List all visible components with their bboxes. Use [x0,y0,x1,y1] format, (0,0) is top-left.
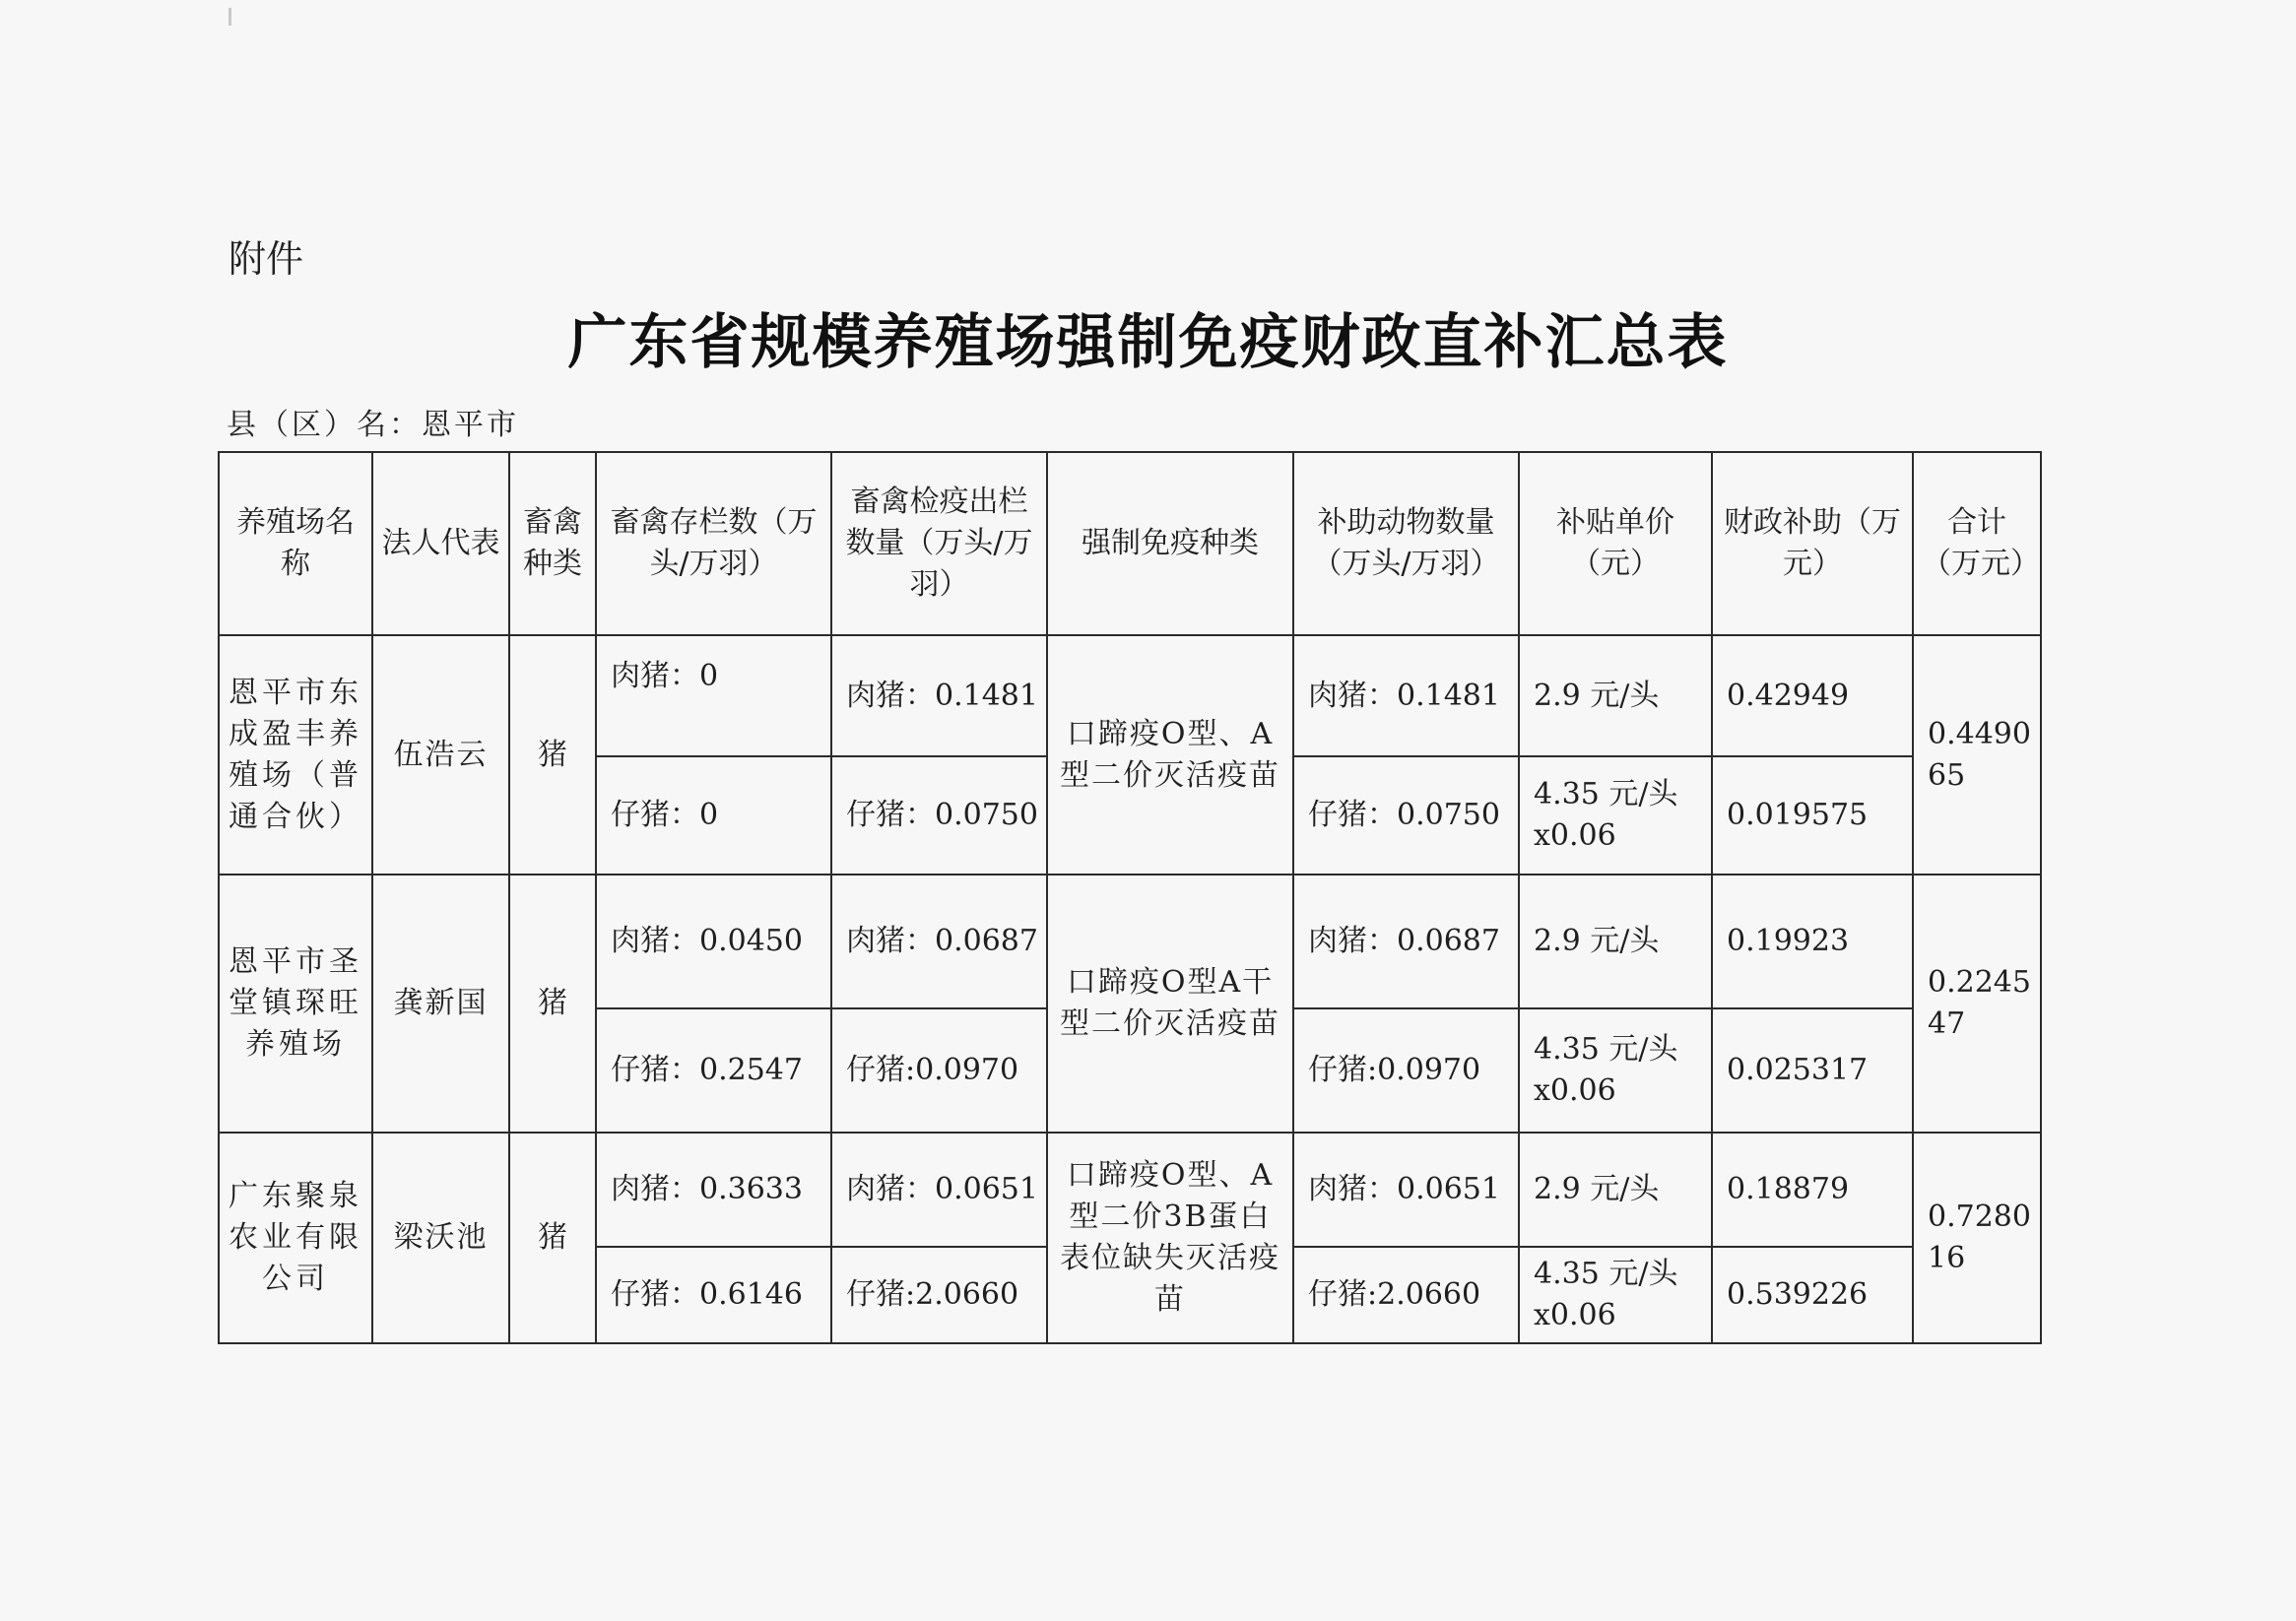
vaccine-cell: 口蹄疫O型、A型二价3B蛋白表位缺失灭活疫苗 [1047,1133,1293,1343]
quarantine-out-cell: 肉猪：0.1481 [831,635,1047,756]
table-header-row [219,452,2041,635]
subsidized-qty-cell: 肉猪：0.0687 [1293,875,1519,1008]
total-cell: 0.224547 [1913,875,2041,1133]
total-cell: 0.728016 [1913,1133,2041,1343]
vaccine-cell: 口蹄疫O型、A型二价灭活疫苗 [1047,635,1293,875]
table-row [219,635,2041,756]
subsidized-qty-cell: 肉猪：0.0651 [1293,1133,1519,1247]
species-cell: 猪 [509,635,596,875]
unit-price-cell: 2.9 元/头 [1519,1133,1712,1247]
header-unit-price: 补贴单价（元） [1519,452,1712,635]
total-cell: 0.449065 [1913,635,2041,875]
attachment-label: 附件 [229,237,304,281]
fiscal-subsidy-cell: 0.019575 [1712,756,1913,875]
vaccine-cell: 口蹄疫O型A干型二价灭活疫苗 [1047,875,1293,1133]
header-farm-name: 养殖场名称 [219,452,372,635]
header-subsidized-qty: 补助动物数量（万头/万羽） [1293,452,1519,635]
farm-name-cell: 恩平市东成盈丰养殖场（普通合伙） [219,635,372,875]
header-legal-rep: 法人代表 [372,452,509,635]
unit-price-cell: 4.35 元/头x0.06 [1519,1008,1712,1133]
legal-rep-cell: 龚新国 [372,875,509,1133]
fiscal-subsidy-cell: 0.18879 [1712,1133,1913,1247]
stock-cell: 仔猪：0 [596,756,831,875]
header-vaccine: 强制免疫种类 [1047,452,1293,635]
unit-price-cell: 2.9 元/头 [1519,875,1712,1008]
subsidized-qty-cell: 仔猪:2.0660 [1293,1247,1519,1343]
table-row [219,875,2041,1008]
stock-cell: 仔猪：0.6146 [596,1247,831,1343]
quarantine-out-cell: 肉猪：0.0687 [831,875,1047,1008]
document-title: 广东省规模养殖场强制免疫财政直补汇总表 [567,308,1729,377]
unit-price-cell: 4.35 元/头x0.06 [1519,1247,1712,1343]
quarantine-out-cell: 肉猪：0.0651 [831,1133,1047,1247]
header-fiscal-subsidy: 财政补助（万元） [1712,452,1913,635]
stock-cell: 肉猪：0.3633 [596,1133,831,1247]
subsidy-summary-table [218,451,2042,1344]
header-species: 畜禽种类 [509,452,596,635]
stock-cell: 肉猪：0 [596,635,831,756]
legal-rep-cell: 伍浩云 [372,635,509,875]
fiscal-subsidy-cell: 0.539226 [1712,1247,1913,1343]
farm-name-cell: 广东聚泉农业有限公司 [219,1133,372,1343]
quarantine-out-cell: 仔猪:2.0660 [831,1247,1047,1343]
subsidized-qty-cell: 仔猪：0.0750 [1293,756,1519,875]
unit-price-cell: 2.9 元/头 [1519,635,1712,756]
fiscal-subsidy-cell: 0.19923 [1712,875,1913,1008]
fiscal-subsidy-cell: 0.42949 [1712,635,1913,756]
header-total: 合计（万元） [1913,452,2041,635]
legal-rep-cell: 梁沃池 [372,1133,509,1343]
header-stock: 畜禽存栏数（万头/万羽） [596,452,831,635]
stock-cell: 仔猪：0.2547 [596,1008,831,1133]
stock-cell: 肉猪：0.0450 [596,875,831,1008]
species-cell: 猪 [509,875,596,1133]
county-line: 县（区）名：恩平市 [227,408,519,442]
quarantine-out-cell: 仔猪：0.0750 [831,756,1047,875]
subsidized-qty-cell: 仔猪:0.0970 [1293,1008,1519,1133]
farm-name-cell: 恩平市圣堂镇琛旺养殖场 [219,875,372,1133]
fiscal-subsidy-cell: 0.025317 [1712,1008,1913,1133]
unit-price-cell: 4.35 元/头x0.06 [1519,756,1712,875]
species-cell: 猪 [509,1133,596,1343]
scan-mark [229,8,231,26]
quarantine-out-cell: 仔猪:0.0970 [831,1008,1047,1133]
subsidized-qty-cell: 肉猪：0.1481 [1293,635,1519,756]
table-row [219,1133,2041,1247]
header-quarantine-out: 畜禽检疫出栏数量（万头/万羽） [831,452,1047,635]
